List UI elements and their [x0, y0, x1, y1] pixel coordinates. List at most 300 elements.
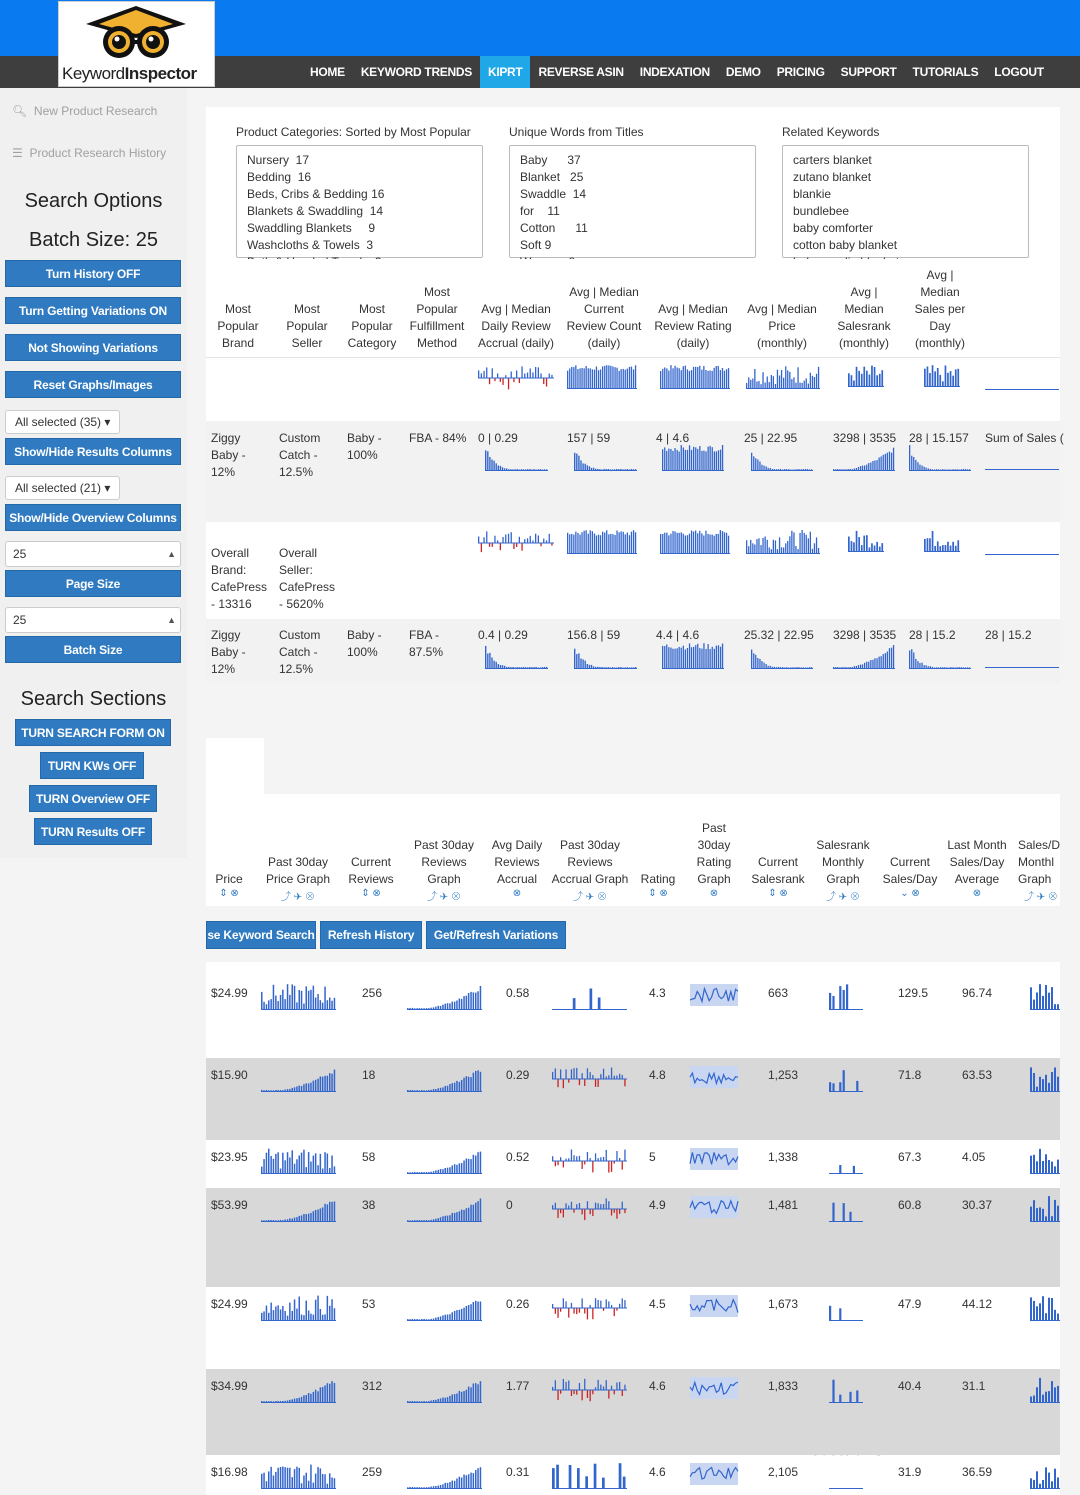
- spark-bar: [1033, 1155, 1035, 1174]
- spark-bar: [275, 1472, 277, 1489]
- accrual-bar: [560, 1069, 561, 1079]
- spark-bar: [616, 368, 617, 389]
- cell-accrual: 0: [506, 1198, 513, 1212]
- spark-bar: [893, 645, 894, 669]
- spark-bar: [303, 1214, 305, 1222]
- accrual-bar: [552, 1304, 553, 1308]
- list-item: Nursery 17: [247, 153, 310, 167]
- spark-bar: [261, 1167, 263, 1174]
- nav-demo[interactable]: DEMO: [725, 65, 761, 79]
- spark-bar: [575, 365, 576, 389]
- section-button-1[interactable]: TURN SEARCH FORM ON: [15, 719, 171, 746]
- accrual-bar: [535, 534, 536, 543]
- rating-graph: [690, 1463, 738, 1485]
- batch-size-heading: Batch Size: 25: [29, 229, 158, 251]
- spark-bar: [329, 1384, 331, 1403]
- spark-bar: [282, 990, 284, 1010]
- spark-bar: [602, 532, 603, 554]
- accrual-bar: [557, 1079, 558, 1087]
- results-header: Salesrank Monthly Graph: [816, 838, 870, 886]
- sort-filter-icon[interactable]: ⌄ ⊗: [900, 888, 920, 899]
- spark-bar: [664, 533, 665, 554]
- spark-bar: [1051, 1298, 1053, 1321]
- accrual-bar: [540, 373, 541, 378]
- spark-bar: [1051, 1072, 1053, 1092]
- list-item: Blanket 25: [520, 170, 584, 184]
- accrual-bar: [592, 1308, 593, 1319]
- cell-rating: 4.3: [649, 986, 666, 1000]
- spark-bar: [720, 450, 721, 471]
- spark-bar: [456, 1310, 458, 1321]
- spark-bar: [306, 1214, 308, 1222]
- spark-bar: [261, 992, 263, 1010]
- spark-bar: [1033, 1200, 1035, 1222]
- sort-filter-icon[interactable]: ⇕ ⊗: [361, 888, 381, 899]
- spark-bar: [625, 534, 626, 554]
- spark-bar: [463, 1391, 465, 1403]
- spark-bar: [552, 1468, 555, 1489]
- accrual-bar: [571, 1202, 572, 1209]
- spark-bar: [891, 648, 892, 669]
- spark-bar: [610, 534, 611, 554]
- reviews-graph: [407, 1196, 482, 1222]
- sort-filter-icon[interactable]: ⤴ ✈ ⊗: [573, 892, 607, 903]
- overview-cell: 0 | 0.29: [478, 431, 518, 445]
- cell-price: $34.99: [211, 1379, 248, 1393]
- spark-bar: [334, 1478, 336, 1489]
- list-item: Blankets & Swaddling 14: [247, 204, 384, 218]
- spark-bar: [275, 1154, 277, 1174]
- spark-bar: [728, 536, 729, 554]
- cell-accrual: 0.58: [506, 986, 530, 1000]
- spark-bar: [308, 1481, 310, 1489]
- accrual-bar: [519, 537, 520, 543]
- spark-bar: [795, 546, 796, 554]
- sort-filter-icon[interactable]: ⤴ ✈ ⊗: [427, 892, 461, 903]
- spark-bar: [280, 1309, 282, 1321]
- spark-bar: [843, 1203, 845, 1222]
- reviews-graph: [407, 1463, 482, 1489]
- salesrank-graph: [829, 1295, 863, 1321]
- accrual-bar: [622, 1390, 623, 1396]
- spark-bar: [631, 367, 632, 389]
- spark-bar: [627, 533, 628, 555]
- overview-cell: Ziggy Baby - 12%: [211, 431, 246, 479]
- section-button-3[interactable]: TURN Overview OFF: [29, 785, 157, 812]
- nav-kiprt[interactable]: KIPRT: [480, 56, 531, 88]
- page-size-select[interactable]: 25 ▲: [5, 541, 181, 567]
- rating-graph: [690, 1295, 738, 1317]
- spark-bar: [268, 1471, 270, 1489]
- spark-bar: [1045, 1075, 1047, 1092]
- spark-bar: [666, 533, 667, 554]
- spark-bar: [598, 998, 601, 1011]
- spark-bar: [468, 1474, 470, 1489]
- accrual-bar: [595, 1153, 596, 1161]
- spark-bar: [881, 370, 883, 387]
- spark-bar: [289, 1468, 291, 1489]
- overview-cell: 157 | 59: [567, 431, 611, 445]
- accrual-bar: [573, 1308, 574, 1314]
- sort-filter-icon[interactable]: ⤴ ✈ ⊗: [281, 892, 315, 903]
- spark-bar: [320, 1387, 322, 1403]
- spark-bar: [282, 1467, 284, 1489]
- spark-bar: [775, 540, 776, 554]
- sort-filter-icon[interactable]: ⇕ ⊗: [219, 888, 239, 899]
- overview-cell: 156.8 | 59: [567, 628, 621, 642]
- categories-listbox[interactable]: [236, 145, 483, 258]
- accrual-bar: [608, 1301, 609, 1308]
- spark-bar: [480, 1467, 482, 1489]
- batch-size-select[interactable]: 25 ▲: [5, 607, 181, 633]
- overview-sales-graph: [924, 530, 960, 552]
- unique-words-listbox[interactable]: [509, 145, 756, 258]
- spark-bar: [270, 1156, 272, 1174]
- results-columns-dropdown[interactable]: All selected (35) ▾: [5, 410, 120, 434]
- spark-bar: [722, 531, 723, 554]
- overview-sales-graph: [909, 445, 971, 471]
- accrual-bar: [502, 378, 503, 385]
- spark-bar: [881, 543, 883, 552]
- spark-bar: [463, 1210, 465, 1222]
- results-action-button-1[interactable]: se Keyword Search: [206, 921, 316, 949]
- accrual-bar: [497, 373, 498, 378]
- sort-filter-icon[interactable]: ⇕ ⊗: [768, 888, 788, 899]
- results-header: Past 30day Rating Graph: [696, 821, 732, 886]
- overview-cell: 3298 | 3535: [833, 628, 897, 642]
- spark-bar: [839, 1165, 841, 1174]
- spark-bar: [911, 649, 912, 669]
- spark-bar: [1039, 1077, 1041, 1092]
- spark-bar: [308, 1152, 310, 1174]
- salesrank-graph: [829, 1377, 863, 1403]
- spark-bar: [1033, 1301, 1035, 1321]
- spark-bar: [296, 1159, 298, 1174]
- spark-bar: [619, 532, 620, 554]
- spark-bar: [315, 1210, 317, 1222]
- overview-salesrank-graph: [848, 365, 884, 387]
- spark-bar: [662, 646, 663, 669]
- spark-bar: [313, 1392, 315, 1403]
- spark-bar: [911, 456, 912, 471]
- sidebar-button-4[interactable]: Reset Graphs/Images: [5, 371, 181, 398]
- accrual-bar: [511, 532, 512, 543]
- spark-bar: [623, 369, 624, 389]
- spark-bar: [697, 644, 698, 669]
- spark-bar: [703, 366, 704, 389]
- sort-filter-icon[interactable]: ⊗: [512, 888, 522, 899]
- spark-bar: [909, 651, 910, 670]
- spark-bar: [324, 1385, 326, 1403]
- spark-bar: [679, 533, 680, 554]
- spark-bar: [487, 451, 488, 471]
- accrual-bar: [492, 543, 493, 547]
- overview-rating-graph: [662, 445, 724, 471]
- accrual-bar: [616, 1209, 617, 1219]
- overview-cell: Ziggy Baby - 12%: [211, 628, 246, 676]
- spark-bar: [287, 1468, 289, 1489]
- spark-bar: [664, 447, 665, 471]
- spark-bar: [856, 531, 858, 552]
- sort-filter-icon[interactable]: ⊗: [972, 888, 982, 899]
- spark-bar: [861, 545, 863, 552]
- spark-bar: [1045, 985, 1047, 1010]
- accrual-bar: [614, 1308, 615, 1316]
- spark-bar: [604, 533, 605, 555]
- overview-price-graph: [751, 643, 813, 669]
- spark-bar: [814, 377, 815, 389]
- spark-bar: [463, 996, 465, 1010]
- spark-bar: [331, 1381, 333, 1403]
- overview-cell: Overall Brand: CafePress - 13316: [211, 546, 268, 611]
- logo-text: KeywordInspector: [62, 64, 197, 83]
- nav-keyword-trends[interactable]: KEYWORD TRENDS: [360, 65, 472, 79]
- spark-bar: [310, 1314, 312, 1321]
- new-research-label: New Product Research: [33, 104, 158, 118]
- page-size-button[interactable]: Page Size: [5, 570, 181, 597]
- overview-columns-dropdown[interactable]: All selected (21) ▾: [5, 476, 120, 500]
- spark-bar: [818, 367, 819, 389]
- spark-bar: [315, 1390, 317, 1403]
- cell-reviews: 58: [362, 1150, 376, 1164]
- spark-bar: [315, 1300, 317, 1321]
- spark-bar: [585, 464, 586, 471]
- spark-bar: [294, 1299, 296, 1321]
- accrual-bar: [557, 1209, 558, 1218]
- spark-bar: [303, 1084, 305, 1092]
- overview-header: Most Popular Seller: [286, 302, 328, 350]
- overview-cell: 28 | 15.2: [909, 628, 956, 642]
- accrual-bar: [600, 1074, 601, 1079]
- nav-indexation[interactable]: INDEXATION: [639, 65, 710, 79]
- spark-bar: [456, 1479, 458, 1490]
- spark-bar: [791, 379, 792, 389]
- sort-filter-icon[interactable]: ⤴ ✈ ⊗: [1024, 892, 1058, 903]
- spark-bar: [849, 1212, 851, 1222]
- overview-sum-graph: [985, 667, 1059, 668]
- reviews-graph: [407, 1066, 482, 1092]
- accrual-bar: [619, 1209, 620, 1214]
- spark-bar: [334, 1308, 336, 1321]
- accrual-bar: [538, 535, 539, 543]
- spark-bar: [716, 451, 717, 471]
- spark-bar: [697, 367, 698, 389]
- spark-bar: [1039, 1303, 1041, 1321]
- salesrank-graph: [829, 1196, 863, 1222]
- spark-bar: [832, 996, 834, 1010]
- spark-bar: [848, 537, 850, 553]
- spark-bar: [449, 1215, 451, 1222]
- spark-bar: [1054, 1310, 1056, 1321]
- accrual-bar: [513, 543, 514, 549]
- spark-bar: [586, 530, 587, 554]
- spark-bar: [268, 1313, 270, 1321]
- accrual-bar: [622, 1202, 623, 1209]
- spark-bar: [1042, 996, 1044, 1010]
- spark-bar: [273, 1476, 275, 1490]
- price-graph: [261, 1066, 336, 1092]
- spark-bar: [1045, 1392, 1047, 1403]
- accrual-bar: [608, 1201, 609, 1209]
- spark-bar: [761, 661, 762, 669]
- results-action-button-3[interactable]: Get/Refresh Variations: [426, 921, 566, 949]
- nav-pricing[interactable]: PRICING: [776, 65, 825, 79]
- accrual-bar: [576, 1068, 577, 1079]
- nav-logout[interactable]: LOGOUT: [994, 65, 1044, 79]
- sidebar-button-3[interactable]: Not Showing Variations: [5, 334, 181, 361]
- sales-monthly-graph: [1030, 984, 1060, 1010]
- spark-bar: [710, 446, 711, 471]
- section-button-4[interactable]: TURN Results OFF: [34, 818, 152, 845]
- nav-reverse-asin[interactable]: REVERSE ASIN: [538, 65, 624, 79]
- results-header: Price: [215, 872, 243, 886]
- spark-bar: [633, 530, 634, 554]
- accrual-bar: [600, 1385, 601, 1390]
- spark-bar: [263, 1002, 265, 1010]
- spark-bar: [608, 365, 609, 389]
- spark-bar: [752, 543, 753, 554]
- research-history-label: Product Research History: [29, 146, 167, 160]
- spark-bar: [623, 532, 624, 554]
- accrual-bar: [622, 1298, 623, 1308]
- spark-bar: [306, 1167, 308, 1174]
- accrual-bar: [624, 1150, 625, 1161]
- spark-bar: [769, 382, 770, 389]
- spark-bar: [1033, 1480, 1035, 1489]
- spark-bar: [268, 1000, 270, 1010]
- spark-bar: [477, 1152, 479, 1174]
- accrual-bar: [592, 1390, 593, 1394]
- spark-bar: [282, 1153, 284, 1174]
- show-hide-results-columns-button[interactable]: Show/Hide Results Columns: [5, 438, 181, 465]
- spark-bar: [327, 1000, 329, 1010]
- spark-bar: [477, 1468, 479, 1489]
- spark-bar: [670, 534, 671, 554]
- spark-bar: [1042, 1296, 1044, 1321]
- section-button-2[interactable]: TURN KWs OFF: [40, 752, 144, 779]
- sort-filter-icon[interactable]: ⇕ ⊗: [648, 888, 668, 899]
- results-header: Rating: [640, 872, 676, 886]
- wechat-icon: ⚭: [780, 1431, 802, 1461]
- spark-bar: [856, 367, 858, 387]
- accrual-bar: [557, 1390, 558, 1400]
- related-keywords-listbox[interactable]: [782, 145, 1029, 258]
- spark-bar: [832, 1083, 834, 1092]
- nav-tutorials[interactable]: TUTORIALS: [912, 65, 979, 79]
- spark-bar: [468, 1077, 470, 1092]
- spark-bar: [785, 366, 786, 389]
- spark-bar: [322, 1387, 324, 1403]
- spark-bar: [308, 1393, 310, 1403]
- accrual-bar: [582, 1073, 583, 1079]
- spark-bar: [454, 1481, 456, 1489]
- results-header: Last Month Sales/Day Average: [947, 838, 1007, 886]
- spark-bar: [701, 533, 702, 554]
- spark-bar: [315, 998, 317, 1011]
- spark-bar: [752, 379, 753, 390]
- accrual-bar: [560, 1390, 561, 1394]
- spark-bar: [685, 366, 686, 389]
- spark-bar: [816, 537, 817, 554]
- spark-bar: [848, 373, 850, 387]
- accrual-bar: [568, 1206, 569, 1210]
- accrual-graph: [552, 1196, 627, 1222]
- spark-bar: [1045, 1154, 1047, 1174]
- spark-bar: [759, 659, 760, 669]
- overview-rating-graph: [660, 365, 730, 389]
- spark-bar: [674, 532, 675, 555]
- spark-bar: [625, 370, 626, 389]
- new-research-link[interactable]: [12, 104, 157, 118]
- spark-bar: [576, 654, 577, 669]
- spark-bar: [317, 1165, 319, 1174]
- nav-support[interactable]: SUPPORT: [840, 65, 897, 79]
- accrual-bar: [546, 378, 547, 387]
- spark-bar: [573, 367, 574, 389]
- accrual-bar: [489, 543, 490, 547]
- accrual-bar: [579, 1079, 580, 1085]
- spark-bar: [329, 1473, 331, 1489]
- spark-bar: [677, 450, 678, 471]
- spark-bar: [695, 447, 696, 471]
- spark-bar: [950, 371, 952, 387]
- accrual-bar: [552, 1205, 553, 1209]
- spark-bar: [814, 543, 815, 554]
- salesrank-graph: [829, 1463, 863, 1489]
- spark-bar: [793, 377, 794, 389]
- spark-bar: [710, 649, 711, 669]
- spark-bar: [313, 1211, 315, 1222]
- research-history-link[interactable]: [12, 146, 166, 160]
- spark-bar: [629, 535, 630, 554]
- overview-cell: FBA - 87.5%: [409, 628, 444, 659]
- sidebar-button-1[interactable]: Turn History OFF: [5, 260, 181, 287]
- spark-bar: [602, 1478, 605, 1489]
- spark-bar: [1039, 1207, 1041, 1222]
- spark-bar: [454, 1002, 456, 1010]
- accrual-bar: [560, 1308, 561, 1312]
- batch-size-button[interactable]: Batch Size: [5, 636, 181, 663]
- overview-reviews-graph: [574, 445, 637, 471]
- accrual-bar: [582, 1390, 583, 1400]
- results-action-button-2[interactable]: Refresh History: [320, 921, 422, 949]
- spark-bar: [716, 646, 717, 669]
- spark-bar: [598, 535, 599, 554]
- spark-bar: [327, 1383, 329, 1403]
- logo[interactable]: [58, 1, 215, 87]
- overview-header: Avg | Median Daily Review Accrual (daily): [477, 302, 555, 350]
- accrual-bar: [579, 1203, 580, 1209]
- spark-bar: [691, 450, 692, 471]
- spark-bar: [679, 452, 680, 472]
- sort-filter-icon[interactable]: ⤴ ✈ ⊗: [826, 892, 860, 903]
- sidebar-button-2[interactable]: Turn Getting Variations ON: [5, 297, 181, 324]
- show-hide-overview-columns-button[interactable]: Show/Hide Overview Columns: [5, 504, 181, 531]
- spark-bar: [858, 537, 860, 552]
- spark-bar: [722, 445, 723, 471]
- accrual-bar: [478, 370, 479, 378]
- spark-bar: [315, 1474, 317, 1489]
- spark-bar: [461, 1392, 463, 1403]
- cell-rating: 4.6: [649, 1465, 666, 1479]
- spark-bar: [799, 533, 800, 554]
- spark-bar: [1057, 1478, 1059, 1490]
- sort-filter-icon[interactable]: ⊗: [709, 888, 719, 899]
- nav-home[interactable]: HOME: [310, 65, 345, 79]
- accrual-bar: [608, 1390, 609, 1399]
- list-item: Soft 9: [520, 238, 552, 252]
- spark-bar: [619, 1463, 622, 1489]
